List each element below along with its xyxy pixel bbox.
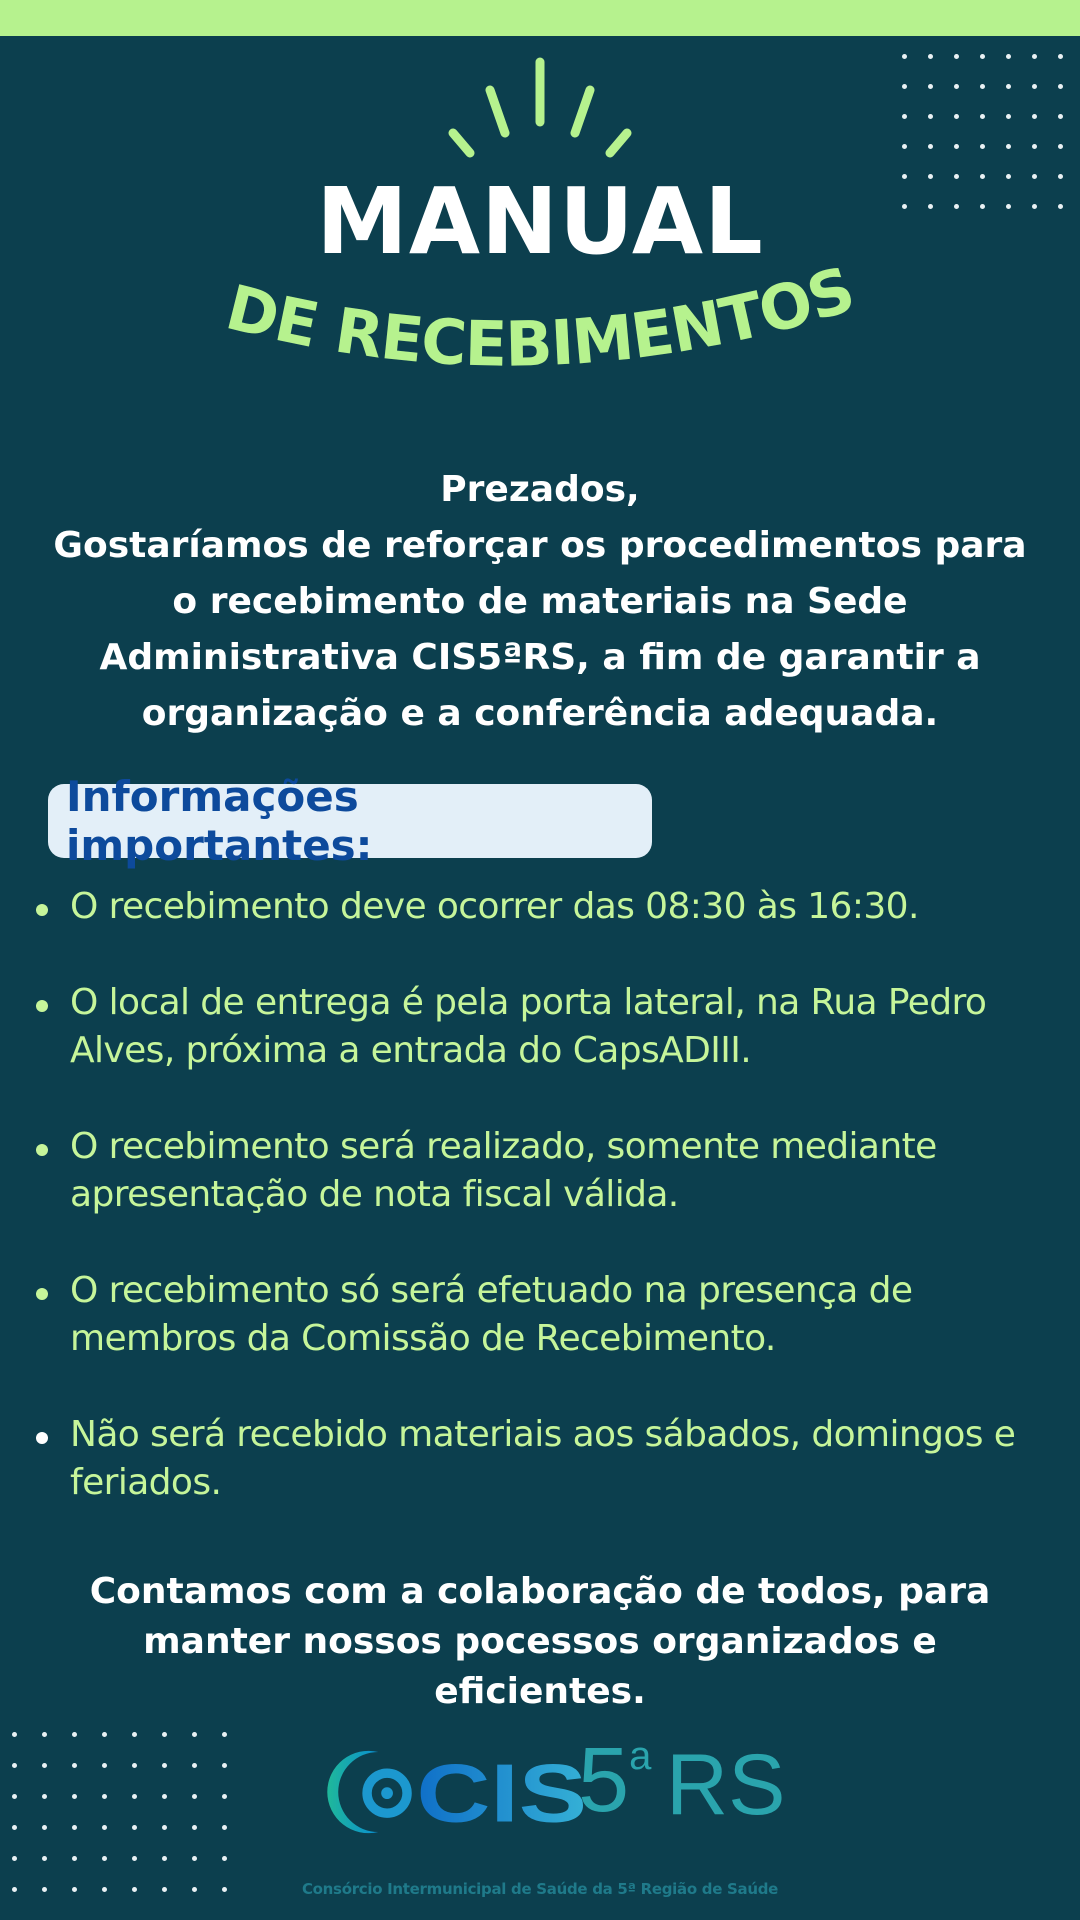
dot bbox=[980, 84, 985, 89]
page-title: MANUAL bbox=[316, 168, 764, 275]
logo-caption: Consórcio Intermunicipal de Saúde da 5ª Região de Saúde bbox=[301, 1880, 779, 1898]
dot bbox=[1058, 144, 1063, 149]
dot bbox=[132, 1887, 137, 1892]
dot bbox=[928, 54, 933, 59]
list-item: O local de entrega é pela porta lateral, na Rua Pedro Alves, próxima a entrada do CapsADIII. bbox=[32, 979, 1052, 1075]
dot bbox=[928, 84, 933, 89]
page-subtitle bbox=[180, 260, 900, 410]
dot bbox=[102, 1732, 107, 1737]
dot bbox=[42, 1794, 47, 1799]
dot bbox=[1032, 114, 1037, 119]
dot bbox=[132, 1825, 137, 1830]
dot bbox=[132, 1763, 137, 1768]
dot bbox=[1006, 114, 1011, 119]
logo-number: 5$^a$ bbox=[578, 1729, 652, 1831]
intro-text bbox=[40, 462, 1040, 742]
dot bbox=[12, 1856, 17, 1861]
dot bbox=[222, 1825, 227, 1830]
dot bbox=[928, 144, 933, 149]
dot bbox=[72, 1887, 77, 1892]
dot bbox=[42, 1763, 47, 1768]
dot bbox=[222, 1763, 227, 1768]
dot bbox=[192, 1732, 197, 1737]
dot bbox=[72, 1732, 77, 1737]
list-item: O recebimento deve ocorrer das 08:30 às 16:30. bbox=[32, 883, 1052, 931]
dot bbox=[12, 1763, 17, 1768]
dot bbox=[902, 144, 907, 149]
dot bbox=[72, 1794, 77, 1799]
dot bbox=[42, 1887, 47, 1892]
dot bbox=[42, 1856, 47, 1861]
dot bbox=[1058, 54, 1063, 59]
dot bbox=[162, 1887, 167, 1892]
dot bbox=[72, 1825, 77, 1830]
dot bbox=[42, 1825, 47, 1830]
dot bbox=[1006, 84, 1011, 89]
dot bbox=[1006, 144, 1011, 149]
list-item: O recebimento será realizado, somente mediante apresentação de nota fiscal válida. bbox=[32, 1123, 1052, 1219]
logo-name: CIS bbox=[416, 1747, 588, 1840]
dot bbox=[102, 1763, 107, 1768]
subtitle-text: DE RECEBIMENTOS bbox=[219, 260, 863, 381]
dot bbox=[12, 1732, 17, 1737]
dot bbox=[192, 1794, 197, 1799]
dot bbox=[222, 1732, 227, 1737]
dot bbox=[162, 1732, 167, 1737]
dot bbox=[902, 84, 907, 89]
dot bbox=[1058, 84, 1063, 89]
dot bbox=[980, 54, 985, 59]
dot bbox=[102, 1794, 107, 1799]
closing-text: Contamos com a colaboração de todos, para manter nossos pocessos organizados e eficientes. bbox=[89, 1571, 991, 1712]
logo-suffix: RS bbox=[666, 1737, 786, 1833]
dot bbox=[980, 114, 985, 119]
dot-grid-decoration bbox=[12, 1732, 242, 1897]
dot bbox=[12, 1825, 17, 1830]
dot bbox=[902, 54, 907, 59]
dot bbox=[162, 1794, 167, 1799]
dot bbox=[102, 1825, 107, 1830]
dot bbox=[72, 1856, 77, 1861]
dot bbox=[132, 1732, 137, 1737]
dot bbox=[928, 114, 933, 119]
dot bbox=[954, 144, 959, 149]
cis-logo bbox=[290, 1712, 590, 1872]
info-list bbox=[32, 883, 1052, 1555]
dot bbox=[102, 1887, 107, 1892]
dot bbox=[192, 1825, 197, 1830]
dot bbox=[192, 1887, 197, 1892]
dot bbox=[1032, 144, 1037, 149]
dot bbox=[222, 1887, 227, 1892]
dot bbox=[162, 1763, 167, 1768]
dot bbox=[132, 1856, 137, 1861]
dot bbox=[12, 1887, 17, 1892]
dot bbox=[954, 84, 959, 89]
dot bbox=[12, 1794, 17, 1799]
dot bbox=[954, 114, 959, 119]
dot bbox=[1032, 54, 1037, 59]
list-item: Não será recebido materiais aos sábados, domingos e feriados. bbox=[32, 1411, 1052, 1507]
dot bbox=[192, 1856, 197, 1861]
greeting: Prezados, bbox=[440, 469, 640, 510]
svg-text:DE RECEBIMENTOS bbox=[219, 260, 862, 381]
dot bbox=[192, 1763, 197, 1768]
dot bbox=[1032, 84, 1037, 89]
info-heading: Informações importantes: bbox=[66, 772, 373, 870]
dot bbox=[132, 1794, 137, 1799]
dot bbox=[102, 1856, 107, 1861]
dot bbox=[72, 1763, 77, 1768]
list-item: O recebimento só será efetuado na presença de membros da Comissão de Recebimento. bbox=[32, 1267, 1052, 1363]
dot bbox=[1058, 114, 1063, 119]
intro-paragraph: Gostaríamos de reforçar os procedimentos para o recebimento de materiais na Sede Administrativa CIS5ªRS, a fim de garantir a organização e a conferência adequada. bbox=[53, 525, 1027, 734]
dot bbox=[162, 1856, 167, 1861]
dot bbox=[222, 1794, 227, 1799]
dot bbox=[42, 1732, 47, 1737]
dot bbox=[980, 144, 985, 149]
top-accent-bar bbox=[0, 0, 1080, 36]
dot bbox=[902, 114, 907, 119]
dot bbox=[954, 54, 959, 59]
dot bbox=[162, 1825, 167, 1830]
sparkle-rays-icon bbox=[430, 50, 650, 170]
dot bbox=[222, 1856, 227, 1861]
dot bbox=[1006, 54, 1011, 59]
info-heading-pill bbox=[48, 772, 652, 870]
